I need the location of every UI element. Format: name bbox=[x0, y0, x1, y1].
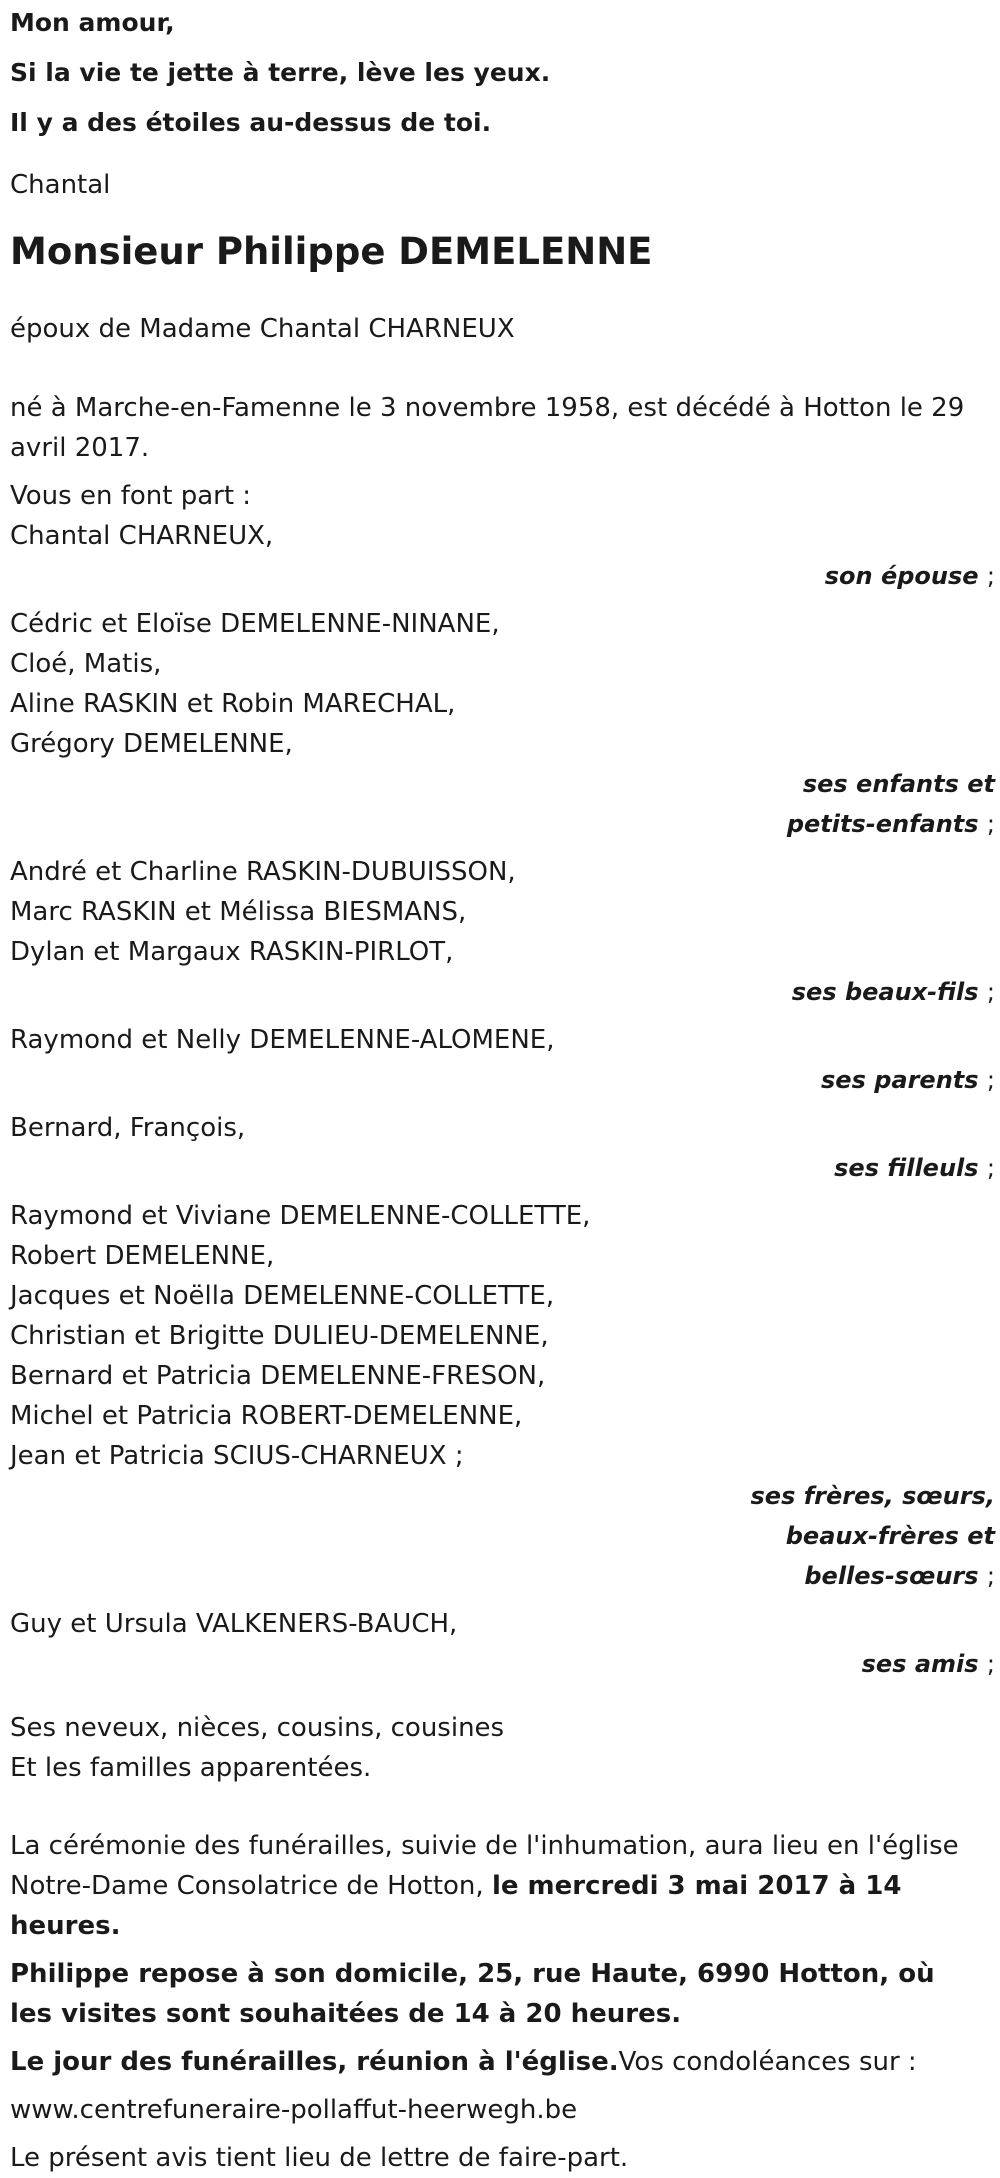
opening-quote bbox=[10, 0, 995, 148]
family-member-line: Chantal CHARNEUX, bbox=[10, 521, 274, 551]
condolences-website[interactable]: www.centrefuneraire-pollaffut-heerwegh.be bbox=[10, 2095, 578, 2125]
family-group bbox=[10, 1020, 995, 1100]
relation-semicolon: ; bbox=[986, 1066, 995, 1094]
family-list bbox=[10, 516, 995, 1684]
family-group bbox=[10, 852, 995, 1012]
condolences-text: Vos condoléances sur : bbox=[618, 2047, 917, 2077]
relation-label bbox=[10, 804, 995, 844]
relation-semicolon: ; bbox=[986, 978, 995, 1006]
spouse-line: époux de Madame Chantal CHARNEUX bbox=[10, 314, 515, 344]
quote-line: Mon amour, bbox=[10, 8, 175, 37]
relation-text: ses amis bbox=[861, 1650, 979, 1678]
relation-semicolon: ; bbox=[986, 562, 995, 590]
announcers-intro: Vous en font part : bbox=[10, 481, 252, 511]
relation-label bbox=[10, 1556, 995, 1596]
family-member-line: Jean et Patricia SCIUS-CHARNEUX ; bbox=[10, 1441, 464, 1471]
relation-label bbox=[10, 972, 995, 1012]
family-member-line: Marc RASKIN et Mélissa BIESMANS, bbox=[10, 897, 467, 927]
reunion-text: Le jour des funérailles, réunion à l'église. bbox=[10, 2047, 619, 2077]
relation-text: ses beaux-fils bbox=[791, 978, 979, 1006]
relation-text: ses parents bbox=[821, 1066, 979, 1094]
family-group bbox=[10, 1604, 995, 1684]
reunion-paragraph bbox=[10, 2042, 995, 2082]
family-member-line: Dylan et Margaux RASKIN-PIRLOT, bbox=[10, 937, 454, 967]
relation-semicolon: ; bbox=[986, 1650, 995, 1678]
relation-text: ses enfants et bbox=[802, 770, 995, 798]
family-member-line: Michel et Patricia ROBERT-DEMELENNE, bbox=[10, 1401, 523, 1431]
relation-text: ses filleuls bbox=[834, 1154, 979, 1182]
family-group bbox=[10, 1196, 995, 1596]
family-member-line: André et Charline RASKIN-DUBUISSON, bbox=[10, 857, 516, 887]
quote-signature: Chantal bbox=[10, 170, 111, 200]
family-member-line: Cloé, Matis, bbox=[10, 649, 162, 679]
relation-semicolon: ; bbox=[986, 1562, 995, 1590]
quote-line: Si la vie te jette à terre, lève les yeux. bbox=[10, 58, 551, 87]
relation-label bbox=[10, 1148, 995, 1188]
family-member-line: Bernard, François, bbox=[10, 1113, 246, 1143]
relation-label bbox=[10, 1476, 995, 1516]
relation-label bbox=[10, 1644, 995, 1684]
relation-text: son épouse bbox=[824, 562, 979, 590]
family-member-line: Grégory DEMELENNE, bbox=[10, 729, 293, 759]
family-member-line: Raymond et Nelly DEMELENNE-ALOMENE, bbox=[10, 1025, 555, 1055]
family-group bbox=[10, 1108, 995, 1188]
repose-paragraph: Philippe repose à son domicile, 25, rue Haute, 6990 Hotton, où les visites sont souhaitées de 14 à 20 heures. bbox=[10, 1959, 935, 2029]
relation-text: petits-enfants bbox=[786, 810, 979, 838]
ceremony-date: le mercredi 3 mai 2017 à 14 heures. bbox=[10, 1871, 902, 1941]
family-group bbox=[10, 604, 995, 844]
relation-label bbox=[10, 1516, 995, 1556]
obituary-notice bbox=[10, 0, 995, 2178]
extended-family bbox=[10, 1708, 995, 1788]
relation-label bbox=[10, 764, 995, 804]
family-member-line: Christian et Brigitte DULIEU-DEMELENNE, bbox=[10, 1321, 549, 1351]
family-member-line: Robert DEMELENNE, bbox=[10, 1241, 275, 1271]
closing-line: Le présent avis tient lieu de lettre de faire-part. bbox=[10, 2143, 629, 2173]
ceremony-paragraph bbox=[10, 1826, 985, 1946]
relation-semicolon: ; bbox=[986, 1154, 995, 1182]
birth-death-line: né à Marche-en-Famenne le 3 novembre 1958, est décédé à Hotton le 29 avril 2017. bbox=[10, 393, 965, 463]
deceased-name: Monsieur Philippe DEMELENNE bbox=[10, 230, 653, 273]
relation-text: beaux-frères et bbox=[785, 1522, 995, 1550]
relation-label bbox=[10, 556, 995, 596]
family-member-line: Aline RASKIN et Robin MARECHAL, bbox=[10, 689, 456, 719]
relation-semicolon: ; bbox=[986, 810, 995, 838]
ceremony-text: La cérémonie des funérailles, suivie de l'inhumation, aura lieu en l'église Notre-Dame Consolatrice de Hotton, bbox=[10, 1831, 959, 1901]
family-member-line: Cédric et Eloïse DEMELENNE-NINANE, bbox=[10, 609, 500, 639]
family-member-line: Bernard et Patricia DEMELENNE-FRESON, bbox=[10, 1361, 546, 1391]
quote-line: Il y a des étoiles au-dessus de toi. bbox=[10, 108, 492, 137]
relation-text: belles-sœurs bbox=[804, 1562, 979, 1590]
family-member-line: Raymond et Viviane DEMELENNE-COLLETTE, bbox=[10, 1201, 591, 1231]
extended-line: Et les familles apparentées. bbox=[10, 1753, 372, 1783]
relation-text: ses frères, sœurs, bbox=[750, 1482, 995, 1510]
relation-label bbox=[10, 1060, 995, 1100]
family-member-line: Guy et Ursula VALKENERS-BAUCH, bbox=[10, 1609, 458, 1639]
family-group bbox=[10, 516, 995, 596]
extended-line: Ses neveux, nièces, cousins, cousines bbox=[10, 1713, 505, 1743]
family-member-line: Jacques et Noëlla DEMELENNE-COLLETTE, bbox=[10, 1281, 555, 1311]
